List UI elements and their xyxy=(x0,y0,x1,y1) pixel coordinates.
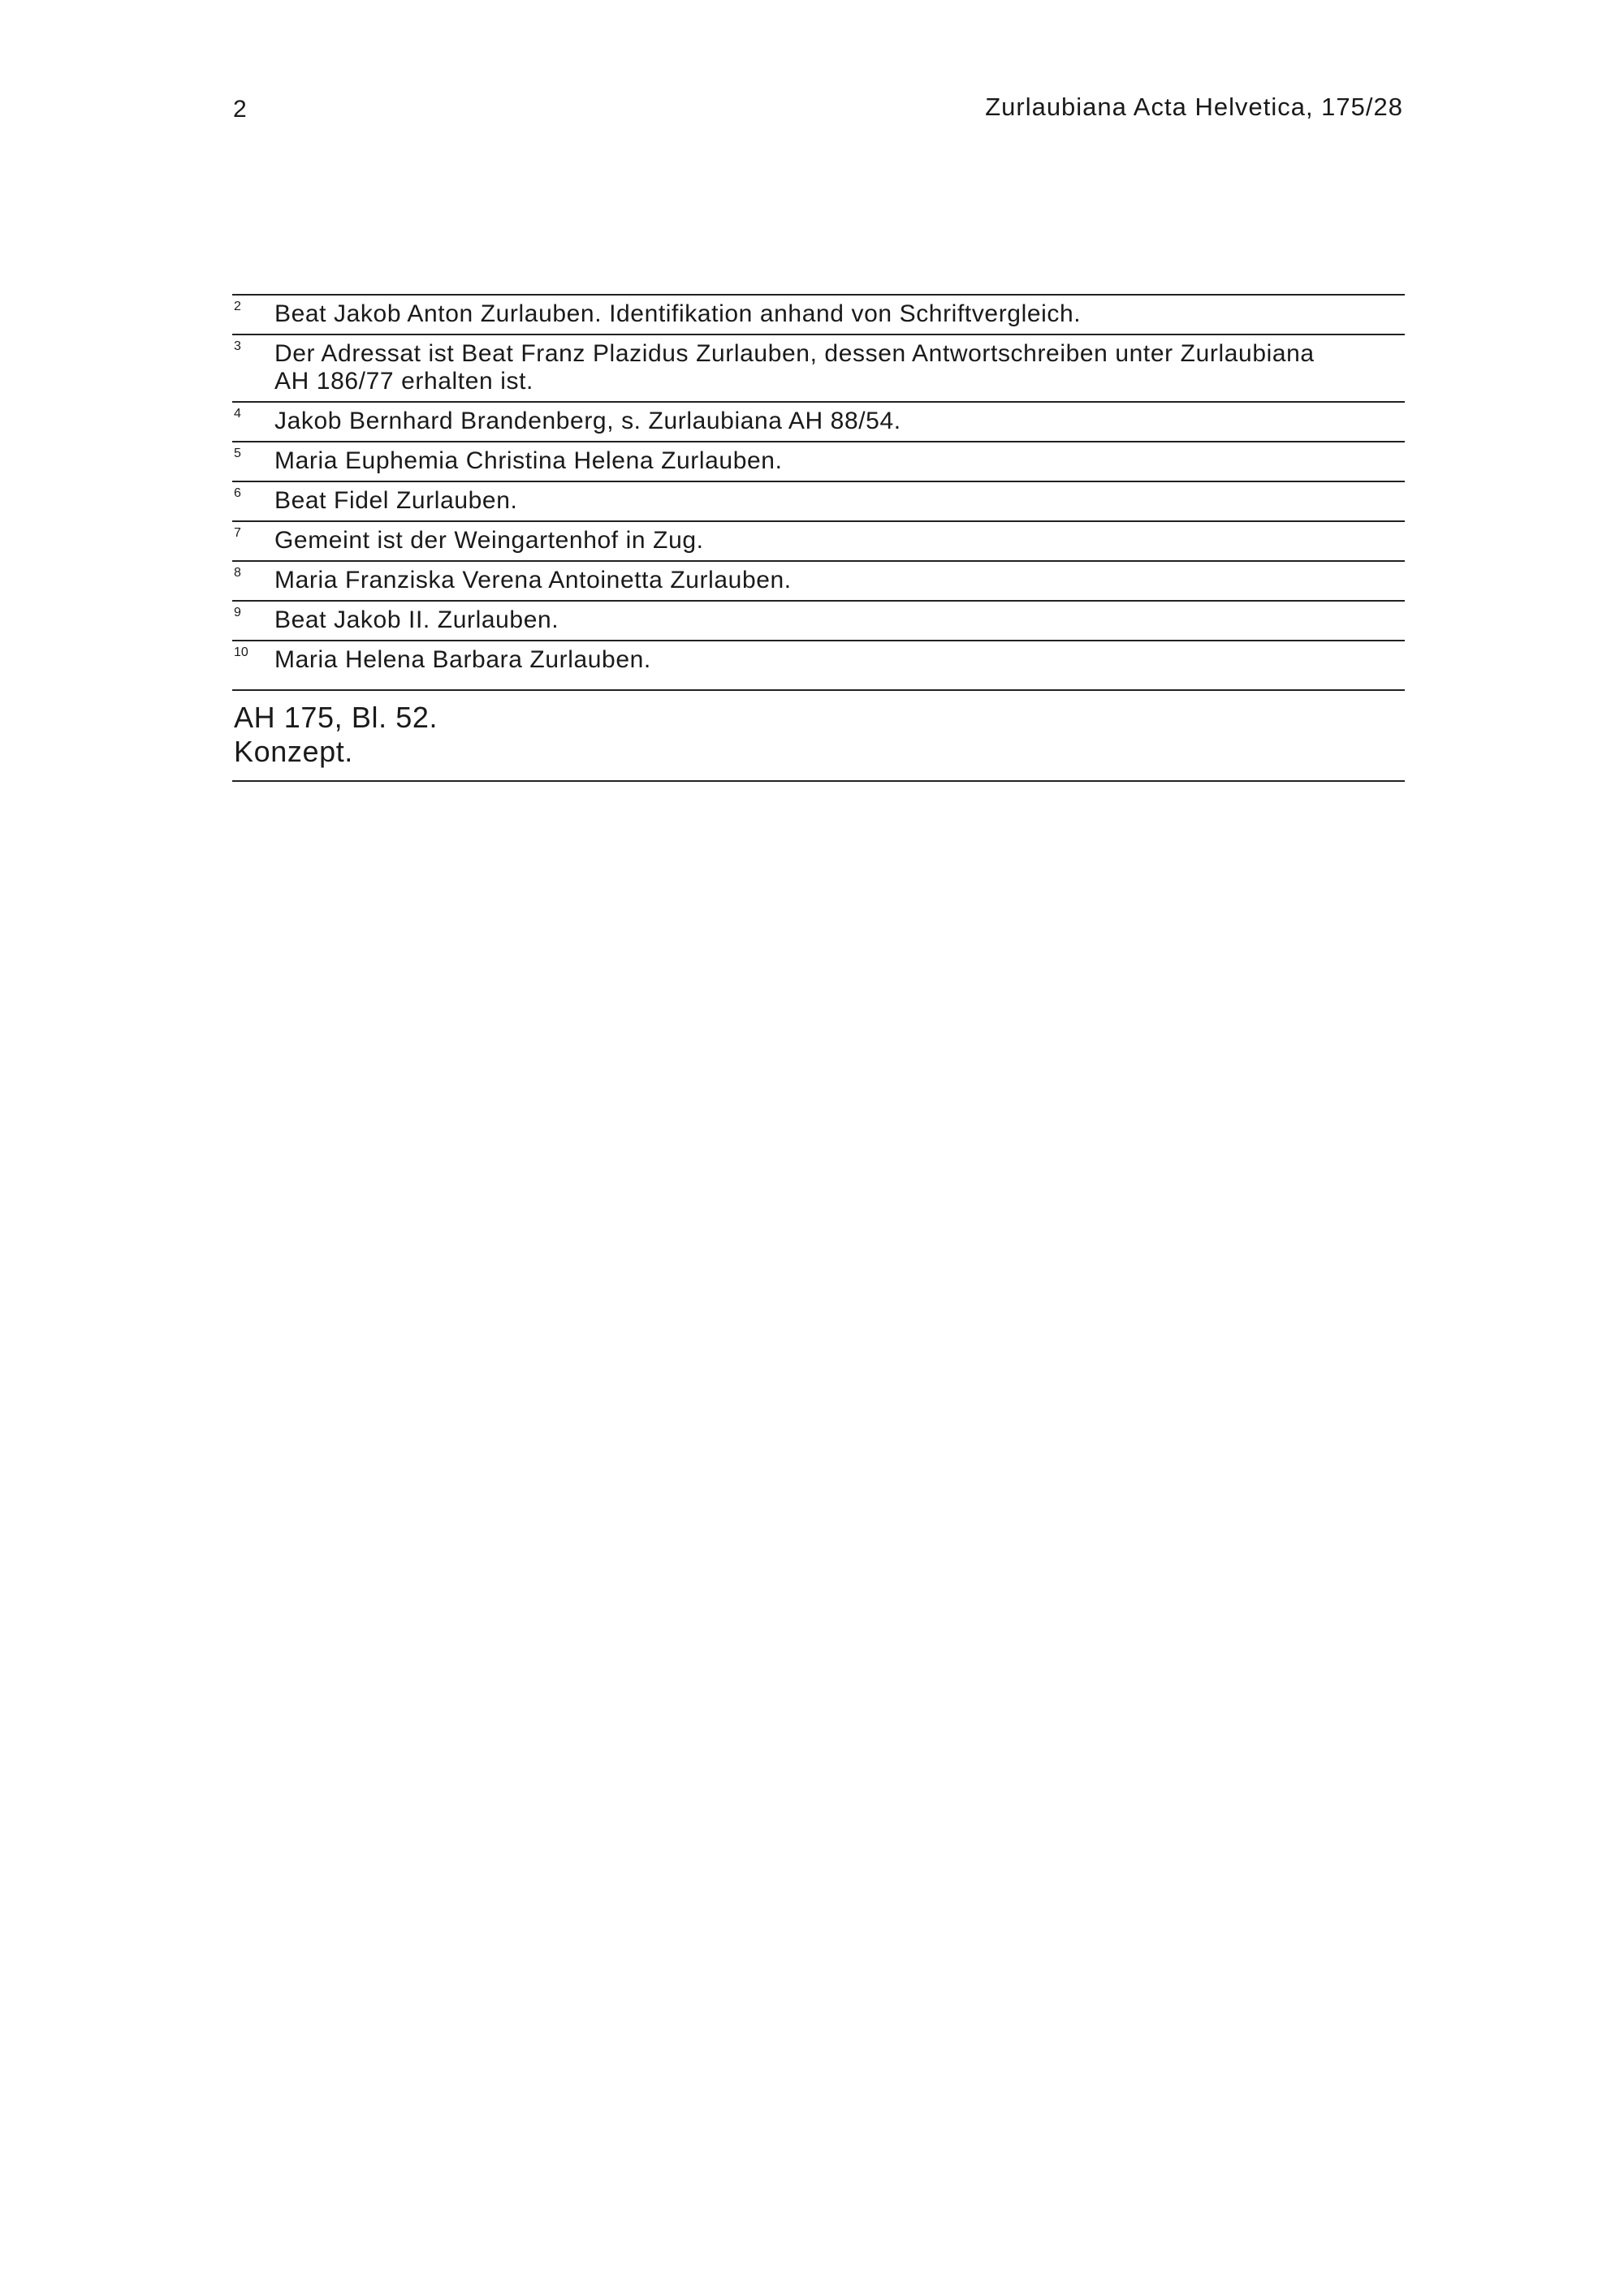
footnote xyxy=(232,482,1405,522)
footnote xyxy=(232,403,1405,442)
running-head: Zurlaubiana Acta Helvetica, 175/28 xyxy=(985,93,1403,121)
footnote-number: 6 xyxy=(234,486,241,500)
footnote-number: 5 xyxy=(234,447,241,460)
source-reference: AH 175, Bl. 52. xyxy=(234,701,438,734)
footnote-text: Beat Jakob Anton Zurlauben. Identifikation anhand von Schriftvergleich. xyxy=(274,300,1082,327)
footnote-text: Maria Franziska Verena Antoinetta Zurlauben. xyxy=(274,567,792,593)
footnote xyxy=(232,562,1405,602)
footnote-number: 8 xyxy=(234,566,241,580)
footnote-number: 10 xyxy=(234,645,248,659)
footnote-number: 9 xyxy=(234,606,241,619)
page-number: 2 xyxy=(233,96,248,123)
footnote-text: Beat Fidel Zurlauben. xyxy=(274,487,518,514)
footnote-text: Der Adressat ist Beat Franz Plazidus Zurlauben, dessen Antwortschreiben unter Zurlaubiana AH 186/77 erhalten ist. xyxy=(274,340,1315,395)
footnote xyxy=(232,335,1405,403)
footnote xyxy=(232,442,1405,482)
footnote-text: Gemeint ist der Weingartenhof in Zug. xyxy=(274,527,704,554)
footnote xyxy=(232,522,1405,562)
source-type: Konzept. xyxy=(234,735,353,768)
footnote-text: Maria Euphemia Christina Helena Zurlauben. xyxy=(274,447,783,474)
source-citation xyxy=(232,689,1405,782)
footnote-number: 7 xyxy=(234,526,241,540)
footnote-number: 4 xyxy=(234,407,241,421)
footnote-text: Beat Jakob II. Zurlauben. xyxy=(274,606,559,633)
footnote xyxy=(232,602,1405,641)
footnote-number: 3 xyxy=(234,339,241,353)
footnote-text: Maria Helena Barbara Zurlauben. xyxy=(274,646,651,673)
footnote-text: Jakob Bernhard Brandenberg, s. Zurlaubiana AH 88/54. xyxy=(274,408,901,434)
footnote xyxy=(232,641,1405,680)
footnote-number: 2 xyxy=(234,300,241,313)
footnote xyxy=(232,296,1405,335)
footnotes-block xyxy=(232,294,1405,782)
